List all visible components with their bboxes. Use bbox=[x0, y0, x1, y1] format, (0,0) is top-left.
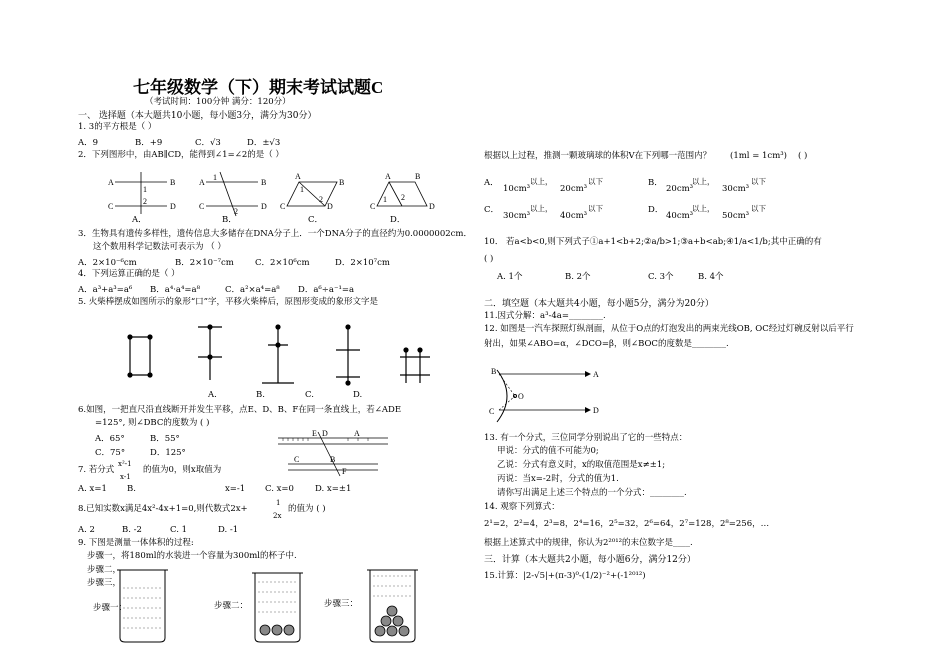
q5-stem: 5. 火柴棒摆成如图所示的象形“口”字，平移火柴棒后，原图形变成的象形文字是 bbox=[78, 297, 379, 307]
q4-stem: 4．下列运算正确的是（ ） bbox=[78, 269, 180, 279]
figure-label: D bbox=[327, 202, 333, 211]
section3-heading: 三．计算（本大题共2小题，每小题6分，满分12分） bbox=[484, 555, 696, 565]
q8-option-c: C. 1 bbox=[170, 525, 188, 535]
q2-figure-a bbox=[108, 172, 176, 214]
q8-frac-num: 1 bbox=[276, 499, 281, 507]
q7-option-c: C. x=0 bbox=[265, 484, 294, 494]
figure-label: 1 bbox=[143, 185, 147, 194]
q2-label-c: C． bbox=[308, 215, 324, 225]
q6-ruler-figure bbox=[278, 428, 388, 478]
figure-label: D bbox=[322, 429, 328, 438]
q4-option-b: B．a⁴·a⁴=a⁸ bbox=[150, 285, 200, 295]
q9-a-high-text: 以下 bbox=[588, 177, 603, 186]
q3-option-c: C．2×10⁶cm bbox=[255, 258, 310, 268]
q9-beaker-label-1: 步骤一： bbox=[93, 603, 128, 613]
q14-stem: 14. 观察下列算式： bbox=[484, 502, 560, 512]
q6-stem-2: =125°, 则∠DBC的度数为 ( ) bbox=[95, 418, 210, 428]
q10-option-d: B. 4个 bbox=[698, 272, 724, 282]
q9-b-low-text: 以上， bbox=[692, 177, 715, 186]
figure-label: A bbox=[385, 172, 391, 181]
q1-option-b: B．+9 bbox=[135, 138, 163, 148]
figure-label: A bbox=[354, 429, 360, 438]
figure-label: 1 bbox=[213, 173, 217, 182]
figure-label: D bbox=[593, 406, 599, 415]
q7-option-b-value: x=-1 bbox=[225, 484, 246, 494]
q12-stem: 12. 如图是一汽车探照灯纵剖面，从位于O点的灯泡发出的两束光线OB, OC经过灯碗反射以后平行 bbox=[484, 324, 854, 334]
q6-option-d: D．125° bbox=[150, 448, 186, 458]
q9-beaker-label-2: 步骤二： bbox=[214, 601, 249, 611]
figure-label: 2 bbox=[234, 207, 238, 216]
q2-figure-d bbox=[370, 172, 435, 211]
q6-stem: 6.如图，一把直尺沿直线断开并发生平移，点E、D、B、F在同一条直线上，若∠ADE bbox=[78, 405, 402, 415]
q14-question: 根据上述算式中的规律，你认为2²⁰¹²的末位数字是____. bbox=[484, 538, 693, 548]
q8-frac-den: 2x bbox=[273, 512, 282, 520]
q9-b-high-text: 以下 bbox=[751, 177, 766, 186]
figure-label: C bbox=[108, 202, 114, 211]
q9-paren: ( ) bbox=[798, 151, 808, 161]
figure-label: B bbox=[261, 178, 267, 187]
figure-label: A bbox=[593, 370, 599, 379]
q6-option-a: A．65° bbox=[95, 434, 125, 444]
exam-info: （考试时间：100分钟 满分：120分） bbox=[145, 97, 291, 107]
figure-label: O bbox=[518, 392, 524, 401]
figure-label: C bbox=[199, 202, 205, 211]
figure-label: F bbox=[342, 467, 347, 476]
q9-option-d: D． bbox=[648, 205, 664, 215]
q1-option-d: D．±√3 bbox=[247, 138, 281, 148]
figure-label: 2 bbox=[143, 197, 147, 206]
figure-label: 1 bbox=[300, 185, 304, 194]
figure-label: C bbox=[370, 202, 376, 211]
figure-label: 2 bbox=[401, 193, 405, 202]
page-title: 七年级数学（下）期末考试试题C bbox=[133, 78, 384, 97]
q13-line3: 丙说：当x=-2时，分式的值为1. bbox=[497, 474, 619, 484]
q9-option-c: C． bbox=[484, 205, 500, 215]
q10-option-c: C. 3个 bbox=[648, 272, 674, 282]
q13-line4: 请你写出满足上述三个特点的一个分式：________. bbox=[497, 488, 687, 498]
q4-option-c: C．a²×a⁴=a⁸ bbox=[225, 285, 280, 295]
q4-option-a: A．a³+a³=a⁶ bbox=[78, 285, 133, 295]
q9-option-a: A． bbox=[484, 178, 499, 188]
q12-stem-2: 射出，如果∠ABO=α，∠DCO=β，则∠BOC的度数是________. bbox=[484, 339, 729, 349]
figure-label: C bbox=[294, 455, 300, 464]
q2-figures bbox=[95, 166, 475, 236]
figure-label: B bbox=[491, 367, 497, 376]
q9-c-high: 40cm³ bbox=[560, 211, 588, 221]
q12-headlight-figure bbox=[487, 366, 597, 426]
q9-step2: 步骤二， bbox=[87, 565, 122, 575]
q9-d-low-text: 以上， bbox=[692, 204, 715, 213]
figure-label: B bbox=[170, 178, 176, 187]
q7-option-b: B. bbox=[127, 484, 136, 494]
q9-c-high-text: 以下 bbox=[588, 204, 603, 213]
figure-label: D bbox=[170, 202, 176, 211]
q9-a-low-text: 以上， bbox=[530, 177, 553, 186]
q6-option-c: C．75° bbox=[95, 448, 126, 458]
q9-beakers bbox=[115, 568, 455, 643]
q13-line2: 乙说：分式有意义时，x的取值范围是x≠±1; bbox=[497, 460, 666, 470]
q7-frac-den: x-1 bbox=[120, 473, 131, 481]
q9-b-low: 20cm³ bbox=[666, 184, 694, 194]
q1-option-c: C．√3 bbox=[195, 138, 221, 148]
figure-label: A bbox=[199, 178, 205, 187]
q10-option-a: A. 1个 bbox=[497, 272, 523, 282]
q5-label-b: B. bbox=[256, 390, 265, 400]
fig-label: A bbox=[108, 178, 114, 187]
q6-option-b: B．55° bbox=[150, 434, 180, 444]
q10-stem: 10． 若a<b<0,则下列式子①a+1<b+2;②a/b>1;③a+b<ab;④1/a<1/b;其中正确的有 bbox=[484, 237, 822, 247]
q5-label-d: D. bbox=[353, 390, 363, 400]
q3-option-d: D．2×10⁷cm bbox=[335, 258, 390, 268]
section1-heading: 一、 选择题（本大题共10小题，每小题3分，满分为30分） bbox=[78, 111, 317, 121]
q3-stem: 3．生物具有遗传多样性，遗传信息大多储存在DNA分子上．一个DNA分子的直径约为0.0000002cm． bbox=[78, 229, 472, 239]
q3-option-b: B．2×10⁻⁷cm bbox=[175, 258, 234, 268]
figure-label: C bbox=[280, 202, 286, 211]
q3-option-a: A．2×10⁻⁶cm bbox=[78, 258, 137, 268]
figure-label: B bbox=[339, 178, 345, 187]
q9-c-low-text: 以上， bbox=[530, 204, 553, 213]
q9-stem: 9. 下图是测量一体体积的过程: bbox=[78, 538, 194, 548]
q1-option-a: A．9 bbox=[78, 138, 99, 148]
q7-option-d: D. x=±1 bbox=[315, 484, 352, 494]
q9-a-high: 20cm³ bbox=[560, 184, 588, 194]
q8-option-a: A. 2 bbox=[78, 525, 95, 535]
q5-figures bbox=[110, 315, 430, 395]
section2-heading: 二．填空题（本大题共4小题，每小题5分，满分为20分） bbox=[484, 299, 714, 309]
q9-step1: 步骤一，将180ml的水装进一个容量为300ml的杯子中. bbox=[87, 551, 297, 561]
q2-label-b: B． bbox=[222, 215, 237, 225]
q9-d-high: 50cm³ bbox=[722, 211, 750, 221]
q3-stem-2: 这个数用科学记数法可表示为 （ ） bbox=[93, 242, 226, 252]
q9-option-b: B． bbox=[648, 178, 663, 188]
q8-stem: 8.已知实数x满足4x²-4x+1=0,则代数式2x+ bbox=[78, 504, 248, 514]
q7-stem: 7. 若分式 bbox=[78, 465, 115, 475]
q9-unit: (1ml = 1cm³) bbox=[730, 151, 787, 161]
q8-option-d: D. -1 bbox=[218, 525, 239, 535]
q7-option-a: A. x=1 bbox=[78, 484, 107, 494]
q15: 15.计算：|2-√5|+(π-3)⁰-(1/2)⁻²+(-1²⁰¹²) bbox=[484, 571, 646, 581]
q4-option-d: D．a⁶÷a⁻¹=a bbox=[298, 285, 355, 295]
figure-label: D bbox=[429, 202, 435, 211]
q2-label-a: A． bbox=[132, 215, 147, 225]
q1-stem: 1. 3的平方根是（ ） bbox=[78, 122, 157, 132]
q13-line1: 甲说：分式的值不可能为0; bbox=[497, 446, 599, 456]
q9-a-low: 10cm³ bbox=[503, 184, 531, 194]
q5-label-a: A. bbox=[208, 390, 217, 400]
q10-paren: ( ) bbox=[484, 254, 494, 264]
q2-figure-c bbox=[280, 172, 344, 211]
q8-option-b: B. -2 bbox=[122, 525, 142, 535]
q9-conclusion: 根据以上过程，推测一颗玻璃球的体积V在下列哪一范围内？ bbox=[484, 151, 712, 161]
q2-label-d: D． bbox=[390, 215, 406, 225]
q9-d-low: 40cm³ bbox=[666, 211, 694, 221]
q14-sequence: 2¹=2，2²=4，2³=8，2⁴=16，2⁵=32，2⁶=64，2⁷=128，2⁸=256，… bbox=[484, 519, 770, 529]
q11: 11.因式分解：a³-4a=________. bbox=[484, 311, 606, 321]
figure-label: E bbox=[312, 429, 317, 438]
q9-c-low: 30cm³ bbox=[503, 211, 531, 221]
figure-label: 1 bbox=[383, 195, 387, 204]
q9-b-high: 30cm³ bbox=[722, 184, 750, 194]
figure-label: 2 bbox=[319, 195, 323, 204]
q7-frac-num: x²-1 bbox=[118, 460, 132, 468]
figure-label: B bbox=[415, 172, 421, 181]
figure-label: B bbox=[330, 455, 336, 464]
q8-stem-tail: 的值为 ( ) bbox=[288, 504, 326, 514]
q9-beaker-label-3: 步骤三： bbox=[324, 599, 359, 609]
q13-stem: 13. 有一个分式，三位同学分别说出了它的一些特点： bbox=[484, 433, 688, 443]
figure-label: C bbox=[489, 407, 495, 416]
q5-label-c: C. bbox=[305, 390, 314, 400]
figure-label: D bbox=[261, 202, 267, 211]
q9-step3: 步骤三， bbox=[87, 578, 122, 588]
q9-d-high-text: 以下 bbox=[751, 204, 766, 213]
figure-label: A bbox=[295, 172, 301, 181]
q2-stem: 2．下列图形中，由AB∥CD，能得到∠1=∠2的是（ ） bbox=[78, 150, 284, 160]
q10-option-b: B. 2个 bbox=[565, 272, 591, 282]
q2-figure-b bbox=[199, 172, 267, 216]
q7-stem-tail: 的值为0，则x取值为 bbox=[143, 465, 222, 475]
